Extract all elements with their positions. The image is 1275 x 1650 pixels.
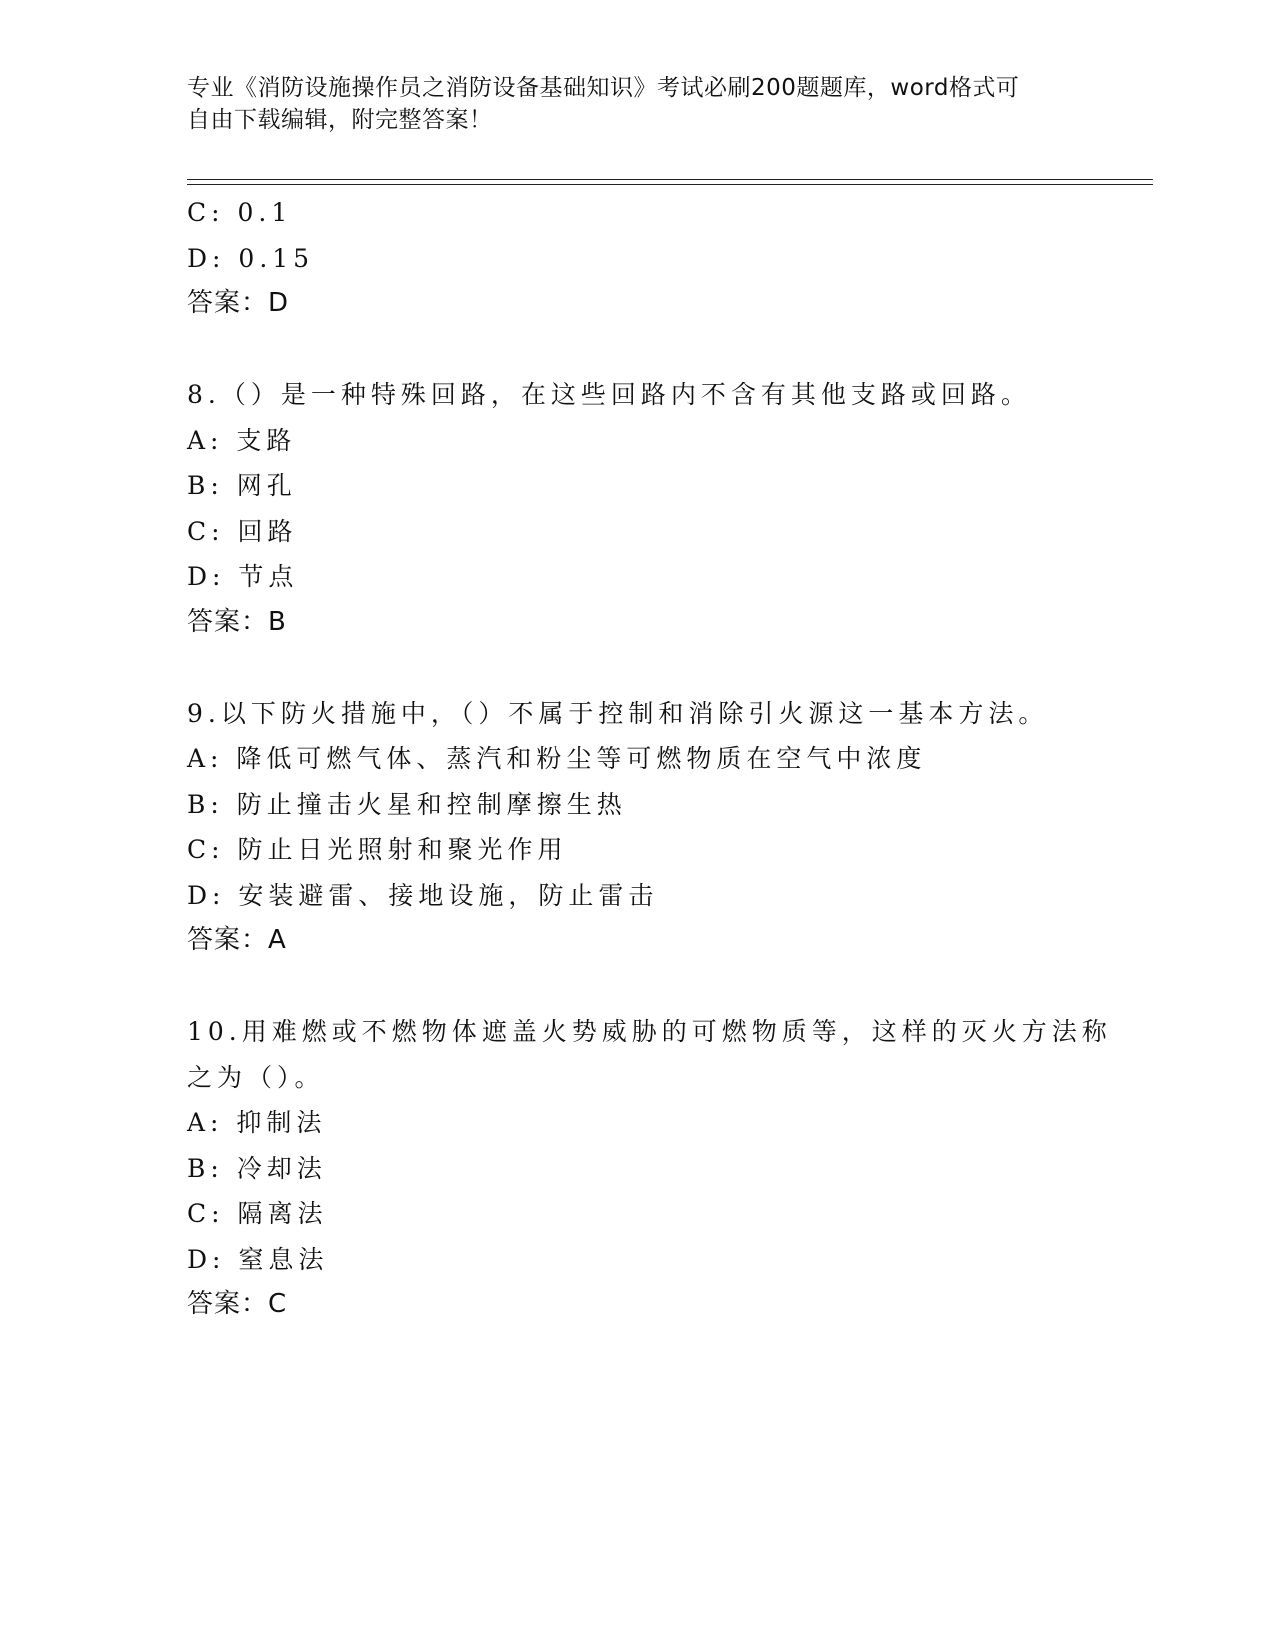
document-header xyxy=(187,72,1067,136)
spacer xyxy=(187,327,1087,373)
option-c: C: 隔离法 xyxy=(187,1199,328,1228)
option-c: C: 0.1 xyxy=(187,198,293,227)
answer-line: 答案：A xyxy=(187,925,287,955)
question-list xyxy=(187,190,1112,1328)
header-line-2: 自由下载编辑，附完整答案！ xyxy=(187,107,493,133)
option-b: B: 网孔 xyxy=(187,471,297,500)
option-c: C: 回路 xyxy=(187,516,298,546)
option-d: D: 安装避雷、接地设施，防止雷击 xyxy=(187,880,659,910)
spacer xyxy=(187,645,1087,691)
option-b: B: 防止撞击火星和控制摩擦生热 xyxy=(187,789,627,819)
option-d: D: 节点 xyxy=(187,562,299,591)
answer-line: 答案：B xyxy=(187,606,287,637)
header-line-1: 专业《消防设施操作员之消防设备基础知识》考试必刷200题题库，word格式可 xyxy=(187,75,1020,101)
spacer xyxy=(187,964,1087,1010)
question-stem: 8.（）是一种特殊回路，在这些回路内不含有其他支路或回路。 xyxy=(187,380,1031,409)
option-d: D: 0.15 xyxy=(187,243,315,273)
header-rule-bottom xyxy=(187,184,1153,185)
option-a: A: 降低可燃气体、蒸汽和粉尘等可燃物质在空气中浓度 xyxy=(187,744,927,773)
option-a: A: 抑制法 xyxy=(187,1108,327,1137)
option-b: B: 冷却法 xyxy=(187,1153,327,1183)
question-stem-line-2: 之为（）。 xyxy=(187,1062,325,1092)
question-stem-line-1: 10.用难燃或不燃物体遮盖火势威胁的可燃物质等，这样的灭火方法称 xyxy=(187,1017,1112,1046)
question-stem: 9.以下防火措施中，（）不属于控制和消除引火源这一基本方法。 xyxy=(187,698,1049,728)
option-c: C: 防止日光照射和聚光作用 xyxy=(187,835,568,864)
answer-line: 答案：C xyxy=(187,1289,288,1319)
option-d: D: 窒息法 xyxy=(187,1244,329,1274)
answer-line: 答案：D xyxy=(187,288,290,318)
header-rule-top xyxy=(187,179,1153,180)
option-a: A: 支路 xyxy=(187,425,297,455)
